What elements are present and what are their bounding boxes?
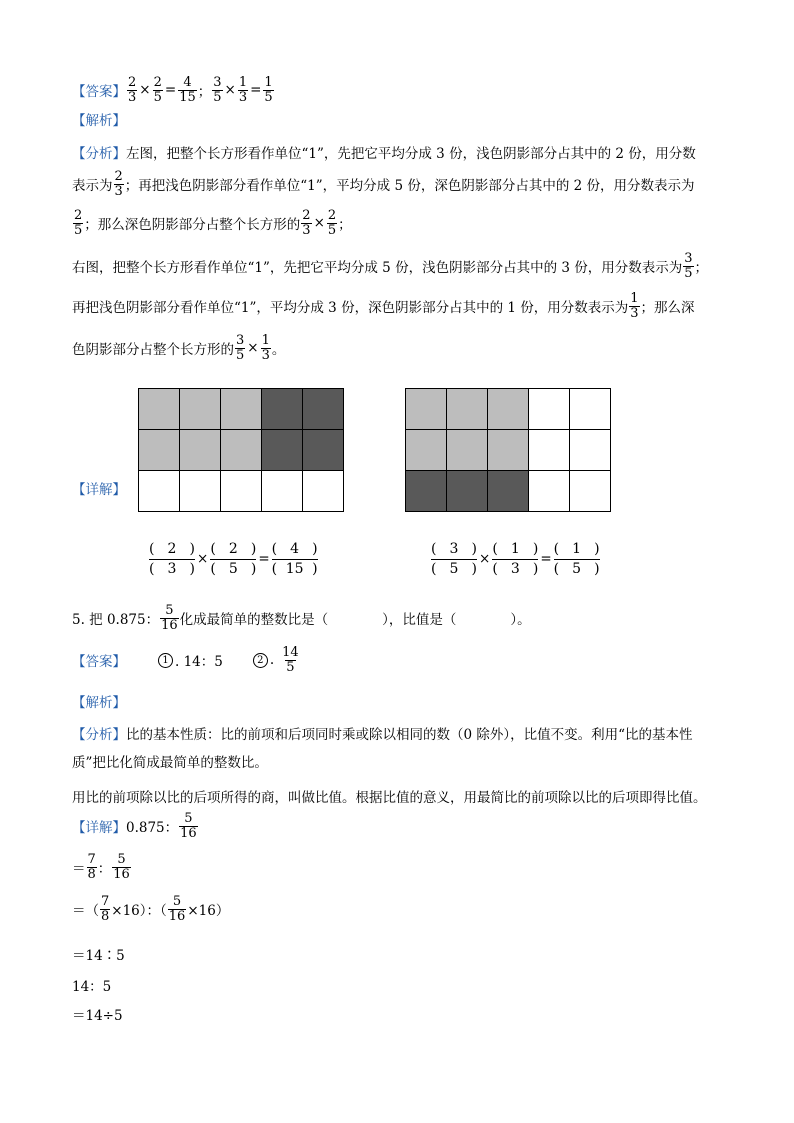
fraction: $\frac{1}{3}$ (261, 333, 270, 363)
q4-fenxi-l2: 表示为 $\frac{2}{3}$ ；再把浅色阴影部分看作单位“1”，平均分成 5 份，深色阴影部分占其中的 2 份，用分数表示为 (72, 169, 695, 199)
grid-cell-white (529, 471, 570, 512)
fraction: $\frac{7}{8}$ (87, 852, 96, 882)
circled-number: 2 (253, 653, 268, 668)
grid-cell-light (139, 389, 180, 430)
left-equation: ( 2 ) ( 3 ) × ( 2 ) ( 5 ) = ( 4 ) ( 15 ) (149, 541, 318, 577)
grid-cell-white (262, 471, 303, 512)
grid-cell-light (488, 430, 529, 471)
paren-fraction: ( 3 ) ( 5 ) (431, 541, 477, 577)
grid-cell-dark (406, 471, 447, 512)
paren-fraction: ( 4 ) ( 15 ) (271, 541, 318, 577)
q5-step5: 14：5 (72, 979, 112, 995)
grid-cell-dark (262, 430, 303, 471)
fraction: $\frac{1}{3}$ (238, 75, 248, 105)
paren-fraction: ( 1 ) ( 5 ) (553, 541, 600, 577)
fraction: $\frac{2}{5}$ (327, 208, 337, 238)
grid-cell-white (221, 471, 262, 512)
grid-cell-white (180, 471, 221, 512)
grid-cell-white (570, 430, 611, 471)
circled-number: 1 (158, 653, 173, 668)
fraction: $\frac{2}{5}$ (153, 75, 162, 105)
q5-fenxi-l2: 质”把比化简成最简单的整数比。 (72, 755, 268, 771)
grid-cell-white (529, 430, 570, 471)
q4-right-l3: 色阴影部分占整个长方形的 $\frac{3}{5}$ × $\frac{1}{3}$ 。 (72, 333, 286, 363)
grid-cell-light (139, 430, 180, 471)
grid-cell-dark (303, 389, 344, 430)
q4-xiangjie: 【详解】 (72, 482, 126, 498)
grid-cell-light (447, 430, 488, 471)
q4-right-l2: 再把浅色阴影部分看作单位“1”，平均分成 3 份，深色阴影部分占其中的 1 份，用分数表示为 $\frac{1}{3}$ ；那么深 (72, 291, 695, 321)
left-shaded-grid (138, 388, 344, 512)
fraction: $\frac{3}{5}$ (684, 251, 693, 281)
q4-fenxi-l3: $\frac{2}{5}$ ；那么深色阴影部分占整个长方形的 $\frac{2}{3}$ × $\frac{2}{5}$ ； (74, 208, 352, 238)
fraction: $\frac{5}{16}$ (168, 894, 186, 924)
grid-cell-white (570, 389, 611, 430)
fraction: $\frac{2}{3}$ (302, 208, 311, 238)
fraction: $\frac{3}{5}$ (236, 333, 245, 363)
grid-cell-dark (262, 389, 303, 430)
fraction: $\frac{14}{5}$ (282, 645, 299, 675)
q5-step4: ＝14∶5 (72, 948, 125, 964)
grid-cell-light (406, 389, 447, 430)
grid-cell-white (139, 471, 180, 512)
fraction: $\frac{5}{16}$ (161, 603, 178, 633)
fraction: $\frac{2}{3}$ (114, 169, 123, 199)
answer-tag: 【答案】 (72, 84, 126, 101)
right-shaded-grid (405, 388, 611, 512)
q5-step1: 【详解】 0.875： $\frac{5}{16}$ (72, 811, 197, 841)
q5-stem: 5. 把 0.875： $\frac{5}{16}$ 化成最简单的整数比是（ ），比值是（ ）。 (72, 603, 531, 633)
grid-cell-light (180, 389, 221, 430)
grid-cell-white (529, 389, 570, 430)
fraction: $\frac{7}{8}$ (101, 894, 110, 924)
paren-fraction: ( 2 ) ( 3 ) (149, 541, 195, 577)
fraction: $\frac{1}{5}$ (264, 75, 273, 105)
grid-cell-dark (488, 471, 529, 512)
q4-jiexi: 【解析】 (72, 113, 126, 129)
grid-cell-light (447, 389, 488, 430)
grid-cell-light (221, 430, 262, 471)
paren-fraction: ( 1 ) ( 3 ) (492, 541, 539, 577)
grid-cell-white (303, 471, 344, 512)
grid-cell-light (221, 389, 262, 430)
fraction: $\frac{1}{3}$ (630, 291, 639, 321)
fraction: $\frac{5}{16}$ (113, 852, 130, 882)
q5-step2: ＝ $\frac{7}{8}$ ： $\frac{5}{16}$ (72, 852, 130, 882)
q5-fenxi-l3: 用比的前项除以比的后项所得的商，叫做比值。根据比值的意义，用最简比的前项除以比的后项即得比值。 (72, 790, 707, 806)
grid-cell-light (488, 389, 529, 430)
q5-answer: 【答案】 1 . 14：5 2 . $\frac{14}{5}$ (72, 645, 299, 675)
fraction: $\frac{5}{16}$ (180, 811, 197, 841)
fraction: $\frac{2}{5}$ (74, 208, 83, 238)
q4-fenxi-l1: 【分析】 左图，把整个长方形看作单位“1”，先把它平均分成 3 份，浅色阴影部分占其中的 2 份，用分数 (72, 146, 696, 162)
q5-jiexi: 【解析】 (72, 695, 126, 711)
grid-cell-light (406, 430, 447, 471)
grid-cell-dark (447, 471, 488, 512)
paren-fraction: ( 2 ) ( 5 ) (210, 541, 257, 577)
grid-cell-light (180, 430, 221, 471)
grid-cell-white (570, 471, 611, 512)
q5-step3: ＝（ $\frac{7}{8}$ ×16）：（ $\frac{5}{16}$ ×16） (72, 894, 230, 924)
fraction: $\frac{4}{15}$ (179, 75, 196, 105)
fraction: $\frac{2}{3}$ (128, 75, 137, 105)
q4-answer-line: 【答案】 $\frac{2}{3}$ × $\frac{2}{5}$ = $\frac{4}{15}$ ； $\frac{3}{5}$ × $\frac{1}{3}$ = $\frac{1}{5}$ (72, 75, 273, 105)
right-equation: ( 3 ) ( 5 ) × ( 1 ) ( 3 ) = ( 1 ) ( 5 ) (431, 541, 600, 577)
q5-fenxi-l1: 【分析】 比的基本性质：比的前项和后项同时乘或除以相同的数（0 除外），比值不变。利用“比的基本性 (72, 727, 693, 743)
grid-cell-dark (303, 430, 344, 471)
q4-right-l1: 右图，把整个长方形看作单位“1”，先把它平均分成 5 份，浅色阴影部分占其中的 3 份，用分数表示为 $\frac{3}{5}$ ； (72, 251, 709, 281)
q5-step6: ＝14÷5 (72, 1008, 123, 1024)
fraction: $\frac{3}{5}$ (213, 75, 222, 105)
